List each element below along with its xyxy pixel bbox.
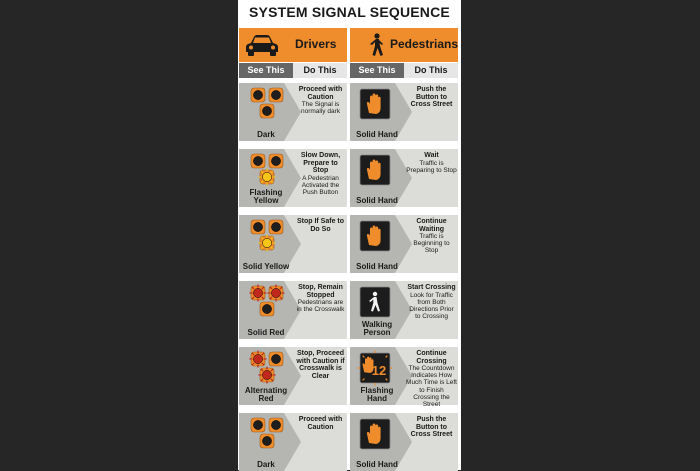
see-this-label: Solid Hand xyxy=(356,460,398,469)
see-this-label: Alternating Red xyxy=(244,386,288,403)
drivers-column xyxy=(239,28,347,470)
signal-sequence-sheet xyxy=(238,0,461,470)
beacon-icon xyxy=(249,284,285,320)
signal-row xyxy=(350,149,458,207)
do-this-cell xyxy=(295,86,346,115)
beacon-icon xyxy=(249,350,285,386)
pedestrians-column xyxy=(350,28,458,470)
signal-row xyxy=(350,83,458,141)
pedestrians-do-label: Do This xyxy=(404,63,458,78)
do-this-cell xyxy=(406,416,457,439)
walking-person-icon xyxy=(360,33,394,57)
drivers-see-label: See This xyxy=(239,63,293,78)
beacon-icon xyxy=(249,416,285,452)
hand-icon xyxy=(357,152,393,188)
walking-person-icon xyxy=(357,284,393,320)
do-this-cell xyxy=(295,152,346,196)
see-this-label: Solid Yellow xyxy=(242,262,290,271)
hand-icon xyxy=(357,86,393,122)
beacon-icon xyxy=(249,86,285,122)
detail-text: Traffic is Beginning to Stop xyxy=(413,233,450,255)
hand-icon xyxy=(357,218,393,254)
action-text: Proceed with Caution xyxy=(298,86,343,101)
signal-row xyxy=(239,215,347,273)
countdown-number: 12 xyxy=(371,363,387,378)
action-text: Continue Waiting xyxy=(416,218,447,233)
signal-row xyxy=(350,281,458,339)
pedestrians-header-label: Pedestrians xyxy=(390,37,459,51)
countdown-hand-icon xyxy=(357,350,393,386)
see-this-label: Dark xyxy=(257,460,275,469)
action-text: Proceed with Caution xyxy=(298,416,343,431)
see-this-label: Solid Hand xyxy=(356,196,398,205)
see-this-label: Flashing Yellow xyxy=(249,188,283,205)
see-this-label: Dark xyxy=(257,130,275,139)
do-this-cell xyxy=(295,284,346,313)
see-this-label: Solid Hand xyxy=(356,262,398,271)
action-text: Wait xyxy=(424,152,439,159)
drivers-header xyxy=(239,28,347,62)
detail-text: Pedestrians are in the Crosswalk xyxy=(296,299,345,314)
detail-text: The Countdown Indicates How Much Time is Left to Finish Crossing the Street xyxy=(406,365,457,409)
signal-row xyxy=(239,83,347,141)
do-this-cell xyxy=(406,152,457,174)
detail-text: The Signal is normally dark xyxy=(300,101,340,116)
action-text: Push the Button to Cross Street xyxy=(410,86,453,108)
action-text: Stop, Proceed with Caution if Crosswalk is Clear xyxy=(296,350,345,380)
hand-icon xyxy=(357,416,393,452)
do-this-cell xyxy=(295,218,346,233)
pedestrians-subheader xyxy=(350,63,458,78)
detail-text: Traffic is Preparing to Stop xyxy=(406,159,457,174)
drivers-do-label: Do This xyxy=(293,63,347,78)
drivers-header-label: Drivers xyxy=(295,37,337,51)
signal-row xyxy=(350,413,458,471)
see-this-label: Solid Red xyxy=(247,328,285,337)
do-this-cell xyxy=(295,416,346,431)
see-this-label: Solid Hand xyxy=(356,130,398,139)
detail-text: A Pedestrian Activated the Push Button xyxy=(301,174,340,196)
action-text: Slow Down, Prepare to Stop xyxy=(300,152,341,174)
detail-text: Look for Traffic from Both Directions Prior to Crossing xyxy=(409,291,454,321)
action-text: Continue Crossing xyxy=(416,350,447,365)
do-this-cell xyxy=(406,350,457,408)
action-text: Stop If Safe to Do So xyxy=(296,218,345,233)
signal-row xyxy=(239,413,347,471)
beacon-icon xyxy=(249,218,285,254)
do-this-cell xyxy=(295,350,346,380)
beacon-icon xyxy=(249,152,285,188)
signal-row xyxy=(239,347,347,405)
action-text: Start Crossing xyxy=(407,284,456,291)
do-this-cell xyxy=(406,218,457,255)
pedestrians-header xyxy=(350,28,458,62)
signal-row xyxy=(239,149,347,207)
see-this-label: Walking Person xyxy=(361,320,393,337)
signal-row xyxy=(350,347,458,409)
signal-row xyxy=(239,281,347,339)
page-title: SYSTEM SIGNAL SEQUENCE xyxy=(249,4,450,20)
drivers-subheader xyxy=(239,63,347,78)
see-this-label: Flashing Hand xyxy=(360,386,394,403)
pedestrians-see-label: See This xyxy=(350,63,404,78)
action-text: Push the Button to Cross Street xyxy=(410,416,453,438)
do-this-cell xyxy=(406,284,457,320)
do-this-cell xyxy=(406,86,457,109)
action-text: Stop, Remain Stopped xyxy=(298,284,343,299)
car-icon xyxy=(245,33,279,57)
signal-row xyxy=(350,215,458,273)
